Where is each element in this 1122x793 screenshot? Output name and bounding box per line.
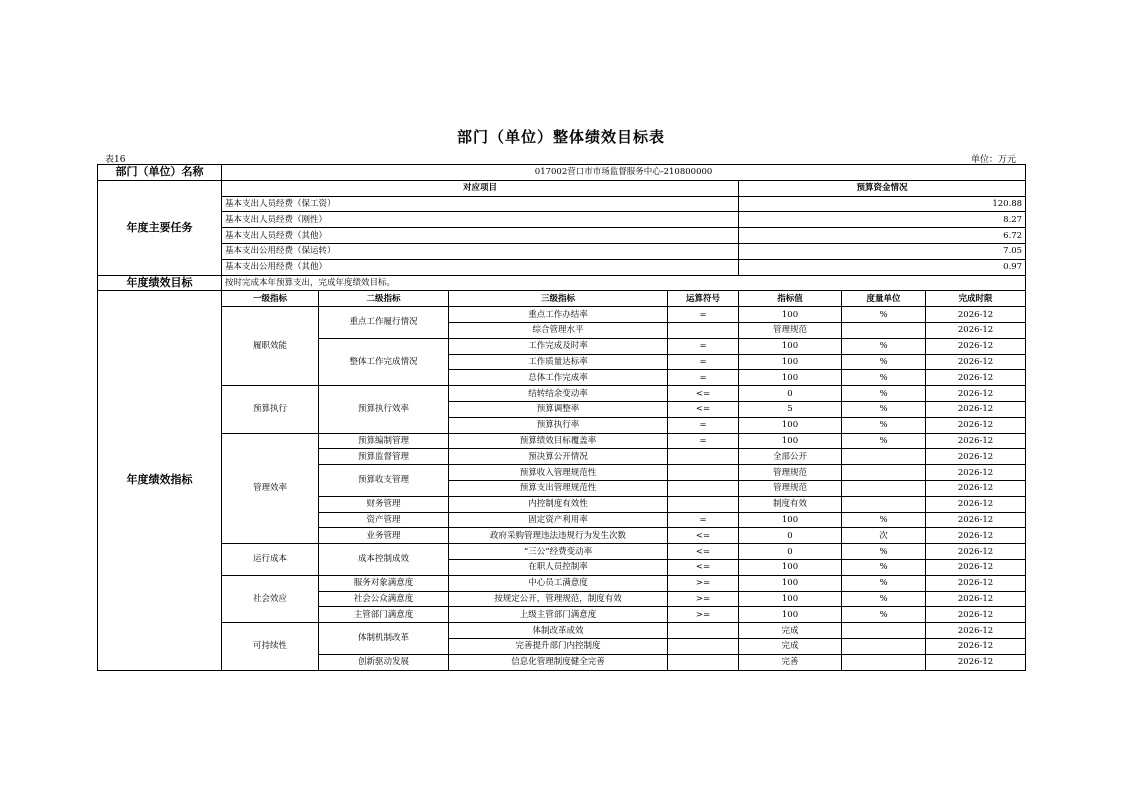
table-row: 总体工作完成率 = 100 % 2026-12 [98,370,1026,386]
header-level2: 二级指标 [319,291,449,307]
table-row: 预算调整率 <= 5 % 2026-12 [98,401,1026,417]
level2-cell: 财务管理 [319,496,449,512]
table-row: 预算执行 预算执行效率 结转结余变动率 <= 0 % 2026-12 [98,386,1026,402]
table-row: 社会效应 服务对象满意度 中心员工满意度 >= 100 % 2026-12 [98,575,1026,591]
level1-cell: 管理效率 [222,433,319,544]
table-row: 创新驱动发展 信息化管理制度健全完善 完善 2026-12 [98,654,1026,670]
level2-cell: 社会公众满意度 [319,591,449,607]
table-number: 表16 [105,155,126,165]
level1-cell: 预算执行 [222,386,319,433]
table-row: 资产管理 固定资产利用率 = 100 % 2026-12 [98,512,1026,528]
level2-cell: 预算收支管理 [319,465,449,497]
level2-cell: 服务对象满意度 [319,575,449,591]
table-row: 预算收支管理 预算收入管理规范性 管理规范 2026-12 [98,465,1026,481]
dept-value: 017002营口市市场监督服务中心-210800000 [222,165,1026,181]
tasks-col-project: 对应项目 [222,180,739,196]
table-row: 财务管理 内控制度有效性 制度有效 2026-12 [98,496,1026,512]
table-row: 整体工作完成情况 工作完成及时率 = 100 % 2026-12 [98,338,1026,354]
header-deadline: 完成时限 [926,291,1026,307]
table-row: 履职效能 重点工作履行情况 重点工作办结率 = 100 % 2026-12 [98,307,1026,323]
level2-cell: 重点工作履行情况 [319,307,449,339]
level2-cell: 创新驱动发展 [319,654,449,670]
level2-cell: 业务管理 [319,528,449,544]
level2-cell: 资产管理 [319,512,449,528]
task-row: 基本支出人员经费（刚性） 8.27 [98,212,1026,228]
header-unit: 度量单位 [842,291,926,307]
table-row: 可持续性 体制机制改革 体制改革成效 完成 2026-12 [98,623,1026,639]
header-level3: 三级指标 [449,291,668,307]
table-row: 综合管理水平 管理规范 2026-12 [98,322,1026,338]
header-value: 指标值 [739,291,842,307]
page-title: 部门（单位）整体绩效目标表 [456,128,665,146]
level1-cell: 可持续性 [222,623,319,670]
table-row: 业务管理 政府采购管理违法违规行为发生次数 <= 0 次 2026-12 [98,528,1026,544]
header-level1: 一级指标 [222,291,319,307]
indicators-label: 年度绩效指标 [98,291,222,670]
table-row: 主管部门满意度 上级主管部门满意度 >= 100 % 2026-12 [98,607,1026,623]
level2-cell: 主管部门满意度 [319,607,449,623]
task-row: 基本支出公用经费（其他） 0.97 [98,259,1026,275]
level1-cell: 履职效能 [222,307,319,386]
level1-cell: 社会效应 [222,575,319,622]
table-row: 完善提升部门内控制度 完成 2026-12 [98,638,1026,654]
task-row: 基本支出人员经费（保工资） 120.88 [98,196,1026,212]
unit-label: 单位：万元 [970,155,1016,165]
level2-cell: 整体工作完成情况 [319,338,449,385]
table-row: 预算监督管理 预决算公开情况 全部公开 2026-12 [98,449,1026,465]
table-row: 社会公众满意度 按规定公开，管理规范，制度有效 >= 100 % 2026-12 [98,591,1026,607]
tasks-col-budget: 预算资金情况 [739,180,1026,196]
dept-label: 部门（单位）名称 [98,165,222,181]
level2-cell: 预算监督管理 [319,449,449,465]
task-row: 基本支出公用经费（保运转） 7.05 [98,243,1026,259]
tasks-label: 年度主要任务 [98,180,222,275]
level2-cell: 预算执行效率 [319,386,449,433]
header-operator: 运算符号 [668,291,739,307]
table-row: 运行成本 成本控制成效 “三公”经费变动率 <= 0 % 2026-12 [98,544,1026,560]
goal-label: 年度绩效目标 [98,275,222,291]
table-row: 工作质量达标率 = 100 % 2026-12 [98,354,1026,370]
table-row: 预算执行率 = 100 % 2026-12 [98,417,1026,433]
level2-cell: 成本控制成效 [319,544,449,576]
performance-table [97,164,1026,671]
goal-text: 按时完成本年预算支出，完成年度绩效目标。 [222,275,1026,291]
table-row: 在职人员控制率 <= 100 % 2026-12 [98,559,1026,575]
level2-cell: 预算编制管理 [319,433,449,449]
table-row: 管理效率 预算编制管理 预算绩效目标覆盖率 = 100 % 2026-12 [98,433,1026,449]
level1-cell: 运行成本 [222,544,319,576]
table-row: 预算支出管理规范性 管理规范 2026-12 [98,480,1026,496]
task-row: 基本支出人员经费（其他） 6.72 [98,228,1026,244]
level2-cell: 体制机制改革 [319,623,449,655]
